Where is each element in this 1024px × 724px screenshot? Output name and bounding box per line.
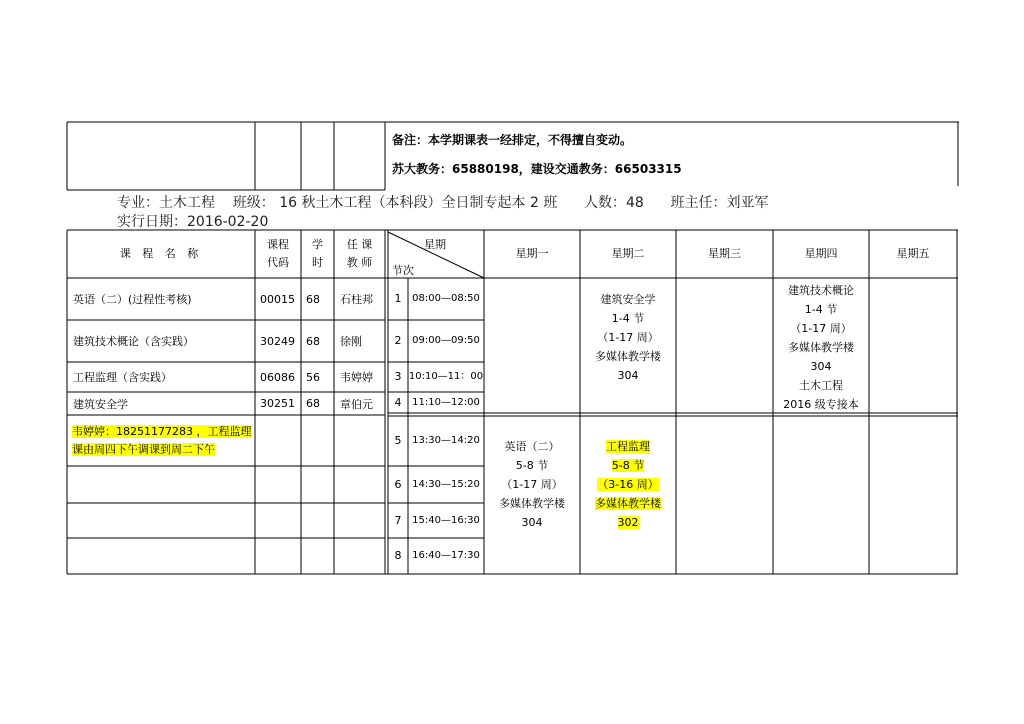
contact-numbers: 苏大教务：65880198，建设交通教务：66503315 [392,162,682,176]
course-code: 30251 [260,397,295,410]
class-weeks: （1-17 周） [597,331,659,344]
header-week-label: 星期 [424,238,446,251]
header-code-line2: 代码 [267,256,289,269]
header-section-label: 节次 [392,264,414,277]
course-code: 00015 [260,292,295,306]
header-day-thu: 星期四 [804,247,838,260]
period-number: 7 [394,513,402,527]
course-name: 建筑安全学 [73,397,128,411]
period-number: 3 [394,370,402,383]
header-code-line1: 课程 [267,238,289,251]
course-teacher: 章伯元 [340,397,373,411]
course-name: 建筑技术概论（含实践） [73,335,194,348]
class-title: 建筑安全学 [600,293,656,306]
header-day-mon: 星期一 [515,247,549,260]
period-time: 16:40—17:30 [412,550,480,561]
period-number: 8 [394,549,402,562]
course-code: 30249 [260,334,295,348]
class-title: 工程监理 [606,440,650,453]
class-weeks: （1-17 周） [501,478,563,491]
period-time: 13:30—14:20 [412,435,480,446]
remark-note: 备注：本学期课表一经排定，不得擅自变动。 [392,133,633,147]
course-hours: 68 [306,334,320,348]
course-teacher: 韦婷婷 [340,371,373,384]
header-hours-line2: 时 [312,256,323,269]
course-name: 工程监理（含实践） [73,371,172,384]
class-title: 英语（二） [504,440,560,453]
header-day-wed: 星期三 [708,247,741,260]
class-weeks: （3-16 周） [597,478,659,491]
course-teacher: 徐刚 [340,335,362,348]
class-info: 专业：土木工程 班级： 16 秋土木工程（本科段）全日制专起本 2 班 人数：48 班主任：刘亚军 [117,195,769,211]
header-hours [301,230,334,278]
header-teacher-line2: 教 师 [346,256,373,269]
period-time: 09:00—09:50 [412,335,480,346]
class-cohort: 2016 级专接本 [783,398,859,411]
period-time: 11:10—12:00 [412,396,480,408]
class-periods: 5-8 节 [515,459,549,472]
period-time: 15:40—16:30 [412,514,480,526]
header-day-tue: 星期二 [611,247,645,260]
period-time: 10:10—11：00 [408,371,484,382]
header-teacher [334,230,385,278]
class-room: 304 [617,369,639,382]
class-block-mon-pm [484,437,580,532]
course-hours: 68 [306,292,320,306]
class-room: 302 [617,516,639,529]
schedule-change-notice [72,423,252,459]
class-major: 土木工程 [799,379,843,392]
course-hours: 68 [306,397,320,410]
class-block-tue-am [580,290,676,385]
class-building: 多媒体教学楼 [595,350,661,363]
period-time: 14:30—15:20 [412,478,480,490]
class-building: 多媒体教学楼 [595,497,661,510]
header-course-name: 课 程 名 称 [119,247,203,260]
effective-date: 实行日期：2016-02-20 [117,214,269,230]
class-block-tue-pm [580,437,676,532]
notice-text: 韦婷婷：18251177283 ，工程监理课由周四下午调课到周二下午 [72,425,252,456]
class-weeks: （1-17 周） [790,322,852,335]
header-teacher-line1: 任 课 [346,238,373,251]
class-block-thu-am [773,281,869,414]
class-building: 多媒体教学楼 [788,341,854,354]
class-periods: 1-4 节 [804,303,838,316]
period-number: 6 [394,477,402,491]
course-name: 英语（二）(过程性考核) [73,293,192,306]
period-number: 5 [394,434,402,447]
course-teacher: 石柱邦 [340,293,373,306]
period-number: 1 [394,292,402,305]
class-periods: 1-4 节 [611,312,645,325]
header-hours-line1: 学 [312,238,323,251]
course-code: 06086 [260,370,295,384]
header-course-code [255,230,301,278]
header-day-fri: 星期五 [896,247,930,260]
class-periods: 5-8 节 [611,459,645,472]
period-number: 2 [394,334,402,347]
class-building: 多媒体教学楼 [499,497,565,510]
course-hours: 56 [306,370,320,384]
class-title: 建筑技术概论 [788,284,854,297]
class-room: 304 [810,360,832,373]
period-time: 08:00—08:50 [412,293,480,304]
class-room: 304 [521,516,543,529]
period-number: 4 [394,395,402,409]
